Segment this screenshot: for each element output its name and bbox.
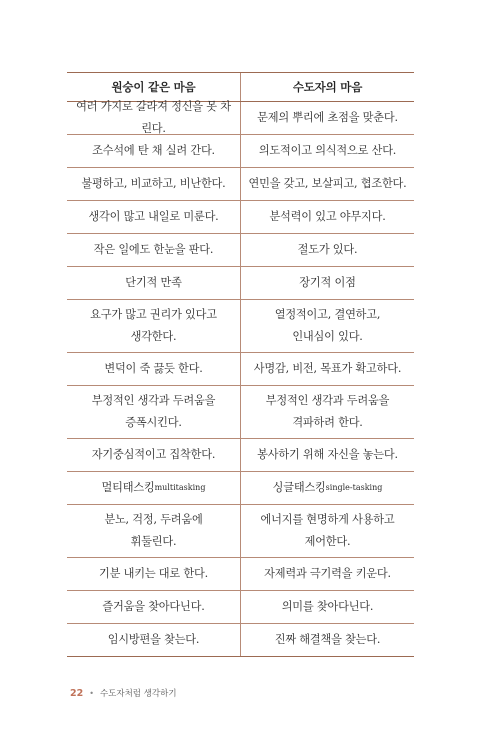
table-row <box>67 505 414 558</box>
table-row <box>67 624 414 656</box>
cell-text: 열정적이고, 결연하고, 인내심이 있다. <box>274 308 381 343</box>
cell-text: 여러 가지로 갈라져 정신을 못 차린다. <box>76 100 231 135</box>
table-row <box>67 472 414 505</box>
monkey-mind-cell <box>67 591 241 623</box>
cell-text: 변덕이 죽 끓듯 한다. <box>104 362 203 375</box>
monkey-mind-cell <box>67 472 241 504</box>
cell-text: 기분 내키는 대로 한다. <box>99 567 208 580</box>
monkey-mind-cell <box>67 558 241 590</box>
monk-mind-cell <box>241 505 414 557</box>
monkey-mind-cell <box>67 386 241 438</box>
monk-mind-cell <box>241 135 414 167</box>
cell-text: 싱글태스킹 <box>272 481 326 494</box>
header-monkey-mind: 원숭이 같은 마음 <box>67 73 241 101</box>
cell-text: 의도적이고 의식적으로 산다. <box>258 144 397 157</box>
monk-mind-cell <box>241 300 414 352</box>
table-row <box>67 267 414 300</box>
monk-mind-cell <box>241 386 414 438</box>
cell-text: 멀티태스킹 <box>101 481 155 494</box>
monkey-mind-cell <box>67 135 241 167</box>
cell-text: 자제력과 극기력을 키운다. <box>264 567 391 580</box>
monk-mind-cell <box>241 102 414 134</box>
table-row <box>67 168 414 201</box>
cell-text: 분석력이 있고 야무지다. <box>269 210 386 223</box>
cell-text: 분노, 걱정, 두려움에 휘둘린다. <box>104 513 203 548</box>
cell-text: 부정적인 생각과 두려움을 증폭시킨다. <box>91 394 216 429</box>
monkey-mind-cell <box>67 439 241 471</box>
monkey-mind-cell <box>67 624 241 656</box>
cell-text: 진짜 해결책을 찾는다. <box>274 633 381 646</box>
monkey-mind-cell <box>67 102 241 134</box>
cell-text: 불평하고, 비교하고, 비난한다. <box>81 177 226 190</box>
cell-text: 작은 일에도 한눈을 판다. <box>93 243 214 256</box>
table-row <box>67 558 414 591</box>
monk-mind-cell <box>241 168 414 200</box>
page-footer <box>70 687 177 699</box>
comparison-table <box>67 72 414 657</box>
footer-bullet: • <box>89 688 94 698</box>
table-row <box>67 591 414 624</box>
header-monk-mind: 수도자의 마음 <box>292 80 363 94</box>
table-row <box>67 234 414 267</box>
cell-text: 문제의 뿌리에 초점을 맞춘다. <box>257 111 398 124</box>
cell-text: 임시방편을 찾는다. <box>107 633 200 646</box>
cell-text: 에너지를 현명하게 사용하고 제어한다. <box>260 513 395 548</box>
table-row <box>67 353 414 386</box>
monkey-mind-cell <box>67 201 241 233</box>
monk-mind-cell <box>241 201 414 233</box>
monk-mind-cell <box>241 624 414 656</box>
cell-text: 자기중심적이고 집착한다. <box>91 448 216 461</box>
cell-text: 요구가 많고 권리가 있다고 생각한다. <box>90 308 217 343</box>
cell-text: 절도가 있다. <box>297 243 358 256</box>
table-row <box>67 439 414 472</box>
page-number: 22 <box>70 687 84 699</box>
monk-mind-cell <box>241 439 414 471</box>
monkey-mind-cell <box>67 300 241 352</box>
book-title: 수도자처럼 생각하기 <box>99 689 177 699</box>
monkey-mind-cell <box>67 168 241 200</box>
cell-text: 단기적 만족 <box>125 276 182 289</box>
cell-text: 부정적인 생각과 두려움을 격파하려 한다. <box>265 394 390 429</box>
monk-mind-cell <box>241 353 414 385</box>
monkey-mind-cell <box>67 505 241 557</box>
cell-text: 봉사하기 위해 자신을 놓는다. <box>257 448 398 461</box>
table-row <box>67 386 414 439</box>
monk-mind-cell <box>241 234 414 266</box>
monkey-mind-cell <box>67 353 241 385</box>
cell-text: 생각이 많고 내일로 미룬다. <box>88 210 219 223</box>
english-gloss: multitasking <box>154 483 206 492</box>
cell-text: 조수석에 탄 채 실려 간다. <box>92 144 215 157</box>
monk-mind-cell <box>241 267 414 299</box>
monkey-mind-cell <box>67 234 241 266</box>
cell-text: 연민을 갖고, 보살피고, 협조한다. <box>248 177 407 190</box>
monk-mind-cell <box>241 472 414 504</box>
table-row <box>67 135 414 168</box>
cell-text: 의미를 찾아다닌다. <box>281 600 374 613</box>
monk-mind-cell <box>241 558 414 590</box>
english-gloss: single-tasking <box>325 483 383 492</box>
table-row <box>67 201 414 234</box>
table-row <box>67 102 414 135</box>
cell-text: 사명감, 비전, 목표가 확고하다. <box>253 362 402 375</box>
cell-text: 즐거움을 찾아다닌다. <box>102 600 205 613</box>
table-row <box>67 300 414 353</box>
cell-text: 장기적 이점 <box>299 276 356 289</box>
monkey-mind-cell <box>67 267 241 299</box>
monk-mind-cell <box>241 591 414 623</box>
